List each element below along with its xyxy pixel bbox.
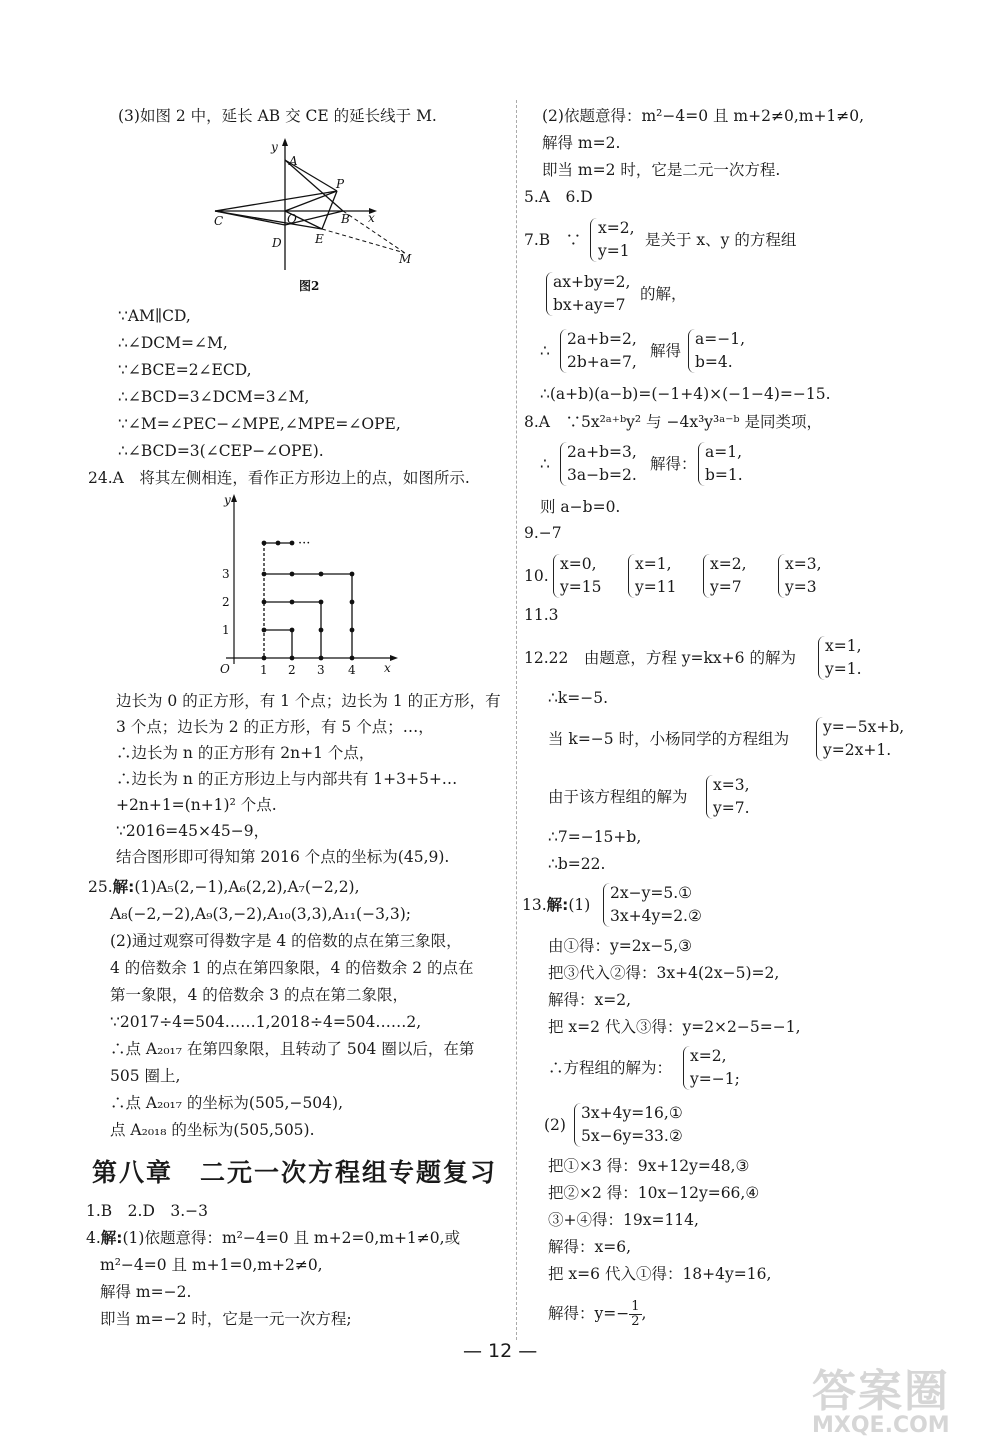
q13-sol-x: x=2, <box>690 1047 727 1065</box>
proof-line-5: ∵∠M=∠PEC−∠MPE,∠MPE=∠OPE, <box>118 415 401 433</box>
q25-number: 25. <box>88 878 113 896</box>
q7-sys4-eq1: a=−1, <box>695 330 746 348</box>
q10-sol1-y: y=15 <box>560 578 602 596</box>
q13-brace-3 <box>574 1103 581 1147</box>
q7-mid-text: 是关于 x、y 的方程组 <box>645 231 797 249</box>
q10-brace-1 <box>553 554 560 598</box>
q12-sys2-eq2: y=2x+1. <box>823 741 892 759</box>
q7-brace-3 <box>560 329 567 373</box>
fig2-label-O: O <box>287 212 297 226</box>
q8-sys2-eq2: b=1. <box>705 466 743 484</box>
fig2-label-P: P <box>336 177 345 191</box>
proof-line-2: ∴∠DCM=∠M, <box>118 334 228 352</box>
q4-header <box>86 1227 460 1249</box>
q10-number: 10. <box>524 567 549 585</box>
q13-sys1-eq2: 3x+4y=2.② <box>610 907 702 925</box>
watermark-url: MXQE.COM <box>812 1413 950 1438</box>
q24-line-3: ∴边长为 n 的正方形有 2n+1 个点， <box>116 744 375 762</box>
grid-xtick-4: 4 <box>348 663 356 677</box>
q13-line-6: 把②×2 得：10x−12y=66,④ <box>548 1184 760 1202</box>
q7-sys1-eq1: x=2, <box>598 219 635 237</box>
q4-first-line: (1)依题意得：m²−4=0 且 m+2=0,m+1≠0,或 <box>122 1229 461 1247</box>
q13-part1-label: (1) <box>568 896 591 914</box>
fig2-label-y: y <box>271 140 278 154</box>
q25-line-9: 点 A₂₀₁₈ 的坐标为(505,505). <box>110 1121 315 1139</box>
q24-line-6: ∵2016=45×45−9， <box>116 822 270 840</box>
watermark-logo <box>812 1355 992 1440</box>
grid-xtick-3: 3 <box>317 663 325 677</box>
grid-ytick-2: 2 <box>222 595 230 609</box>
fig2-label-A: A <box>289 154 298 168</box>
q1-3-answers: 1.B 2.D 3.−3 <box>86 1202 209 1220</box>
q12-line-4: 由于该方程组的解为 <box>548 788 688 806</box>
q12-sys3-eq1: x=3, <box>713 776 750 794</box>
q8-line-1: 8.A ∵5x²ᵃ⁺ᵇy² 与 −4x³y³ᵃ⁻ᵇ 是同类项， <box>524 413 823 431</box>
q25-line-5: ∵2017÷4=504……1,2018÷4=504……2, <box>110 1013 422 1031</box>
q7-result: ∴(a+b)(a−b)=(−1+4)×(−1−4)=−15. <box>540 385 831 403</box>
q25-first-line: (1)A₅(2,−1),A₆(2,2),A₇(−2,2), <box>134 878 360 896</box>
q13-line-4: 把 x=2 代入③得：y=2×2−5=−1, <box>548 1018 801 1036</box>
r-top-line-3: 即当 m=2 时，它是二元一次方程. <box>542 161 781 179</box>
proof-line-6: ∴∠BCD=3(∠CEP−∠OPE). <box>118 442 324 460</box>
q25-line-3: 4 的倍数余 1 的点在第四象限，4 的倍数余 2 的点在 <box>110 959 474 977</box>
q13-sol-y: y=−1; <box>690 1070 740 1088</box>
q7-sys4-eq2: b=4. <box>695 353 733 371</box>
q8-result: 则 a−b=0. <box>540 498 621 516</box>
chapter-title: 第八章 二元一次方程组专题复习 <box>92 1158 498 1187</box>
q25-jie: 解: <box>112 878 135 896</box>
q12-sys1-eq1: x=1, <box>825 637 862 655</box>
fig2-label-x: x <box>368 211 375 225</box>
q13-header <box>522 894 590 916</box>
grid-label-y: y <box>224 493 231 507</box>
q10-brace-4 <box>778 554 785 598</box>
q23-part3-intro: (3)如图 2 中，延长 AB 交 CE 的延长线于 M. <box>118 107 437 125</box>
q24-grid-figure <box>212 492 402 680</box>
q13-last-prefix: 解得：y=− <box>548 1304 630 1323</box>
q4-jie: 解: <box>100 1229 123 1247</box>
r-top-line-2: 解得 m=2. <box>542 134 621 152</box>
figure-2 <box>205 135 430 300</box>
q13-line-5: 把①×3 得：9x+12y=48,③ <box>548 1157 750 1175</box>
q24-text: 将其左侧相连，看作正方形边上的点，如图所示. <box>139 469 470 487</box>
q7-sys2-eq1: ax+by=2, <box>553 273 631 291</box>
q24-line-2: 3 个点；边长为 2 的正方形，有 5 个点；…， <box>116 718 434 736</box>
q13-part2-label: (2) <box>544 1116 566 1134</box>
q8-solve-label: 解得： <box>650 455 697 473</box>
q12-brace-2 <box>816 717 823 761</box>
q13-line-7: ③+④得：19x=114, <box>548 1211 699 1229</box>
q11-answer: 11.3 <box>524 606 559 624</box>
fraction-denominator: 2 <box>631 1314 640 1329</box>
q25-line-6: ∴点 A₂₀₁₇ 在第四象限，且转动了 504 圈以后，在第 <box>110 1040 475 1058</box>
q24-number: 24. <box>88 469 113 487</box>
q13-jie: 解: <box>546 896 569 914</box>
q13-line-3: 解得：x=2, <box>548 991 632 1009</box>
q7-sys3-eq1: 2a+b=2, <box>567 330 637 348</box>
q8-sys1-eq1: 2a+b=3, <box>567 443 637 461</box>
r-top-line-1: (2)依题意得：m²−4=0 且 m+2≠0,m+1≠0, <box>542 107 865 125</box>
q24-line-4: ∴边长为 n 的正方形边上与内部共有 1+3+5+… <box>116 770 458 788</box>
q7-sys3-eq2: 2b+a=7, <box>567 353 637 371</box>
q8-sys2-eq1: a=1, <box>705 443 743 461</box>
proof-line-4: ∴∠BCD=3∠DCM=3∠M, <box>118 388 310 406</box>
q24-answer: A <box>112 469 124 487</box>
q25-line-4: 第一象限，4 的倍数余 3 的点在第二象限， <box>110 986 409 1004</box>
q13-last-line <box>548 1300 646 1329</box>
q7-brace-1 <box>590 218 597 262</box>
q12-line-1: 12.22 由题意，方程 y=kx+6 的解为 <box>524 649 796 667</box>
q13-last-suffix: , <box>641 1304 647 1323</box>
q5-6-answers: 5.A 6.D <box>524 188 593 206</box>
column-divider <box>516 100 517 1340</box>
q7-after-text: 的解， <box>640 285 687 303</box>
grid-xtick-1: 1 <box>260 663 268 677</box>
q7-sys2-eq2: bx+ay=7 <box>553 296 626 314</box>
q7-sys1-eq2: y=1 <box>598 242 630 260</box>
q10-sol2-y: y=11 <box>635 578 677 596</box>
grid-label-origin: O <box>220 662 230 676</box>
q13-line-8: 解得：x=6, <box>548 1238 632 1256</box>
q25-line-7: 505 圈上, <box>110 1067 181 1085</box>
q13-fraction <box>629 1300 641 1329</box>
grid-ytick-3: 3 <box>222 567 230 581</box>
q24-line-5: +2n+1=(n+1)² 个点. <box>116 796 277 814</box>
fig2-caption: 图2 <box>299 279 320 293</box>
q25-line-2: (2)通过观察可得数字是 4 的倍数的点在第三象限， <box>110 932 462 950</box>
q8-brace-2 <box>698 442 705 486</box>
q10-sol3-y: y=7 <box>710 578 742 596</box>
q13-solution-label: ∴方程组的解为： <box>548 1059 673 1077</box>
q7-brace-2 <box>546 272 553 316</box>
fig2-label-E: E <box>315 232 324 246</box>
q10-brace-2 <box>628 554 635 598</box>
page-number: — 12 — <box>463 1340 538 1362</box>
q10-sol3-x: x=2, <box>710 555 747 573</box>
q24-line-7: 结合图形即可得知第 2016 个点的坐标为(45,9). <box>116 848 450 866</box>
fraction-numerator: 1 <box>631 1299 640 1314</box>
q10-sol2-x: x=1, <box>635 555 672 573</box>
q12-line-6: ∴b=22. <box>548 855 606 873</box>
q24-line-1: 边长为 0 的正方形，有 1 个点；边长为 1 的正方形，有 <box>116 692 501 710</box>
q8-brace-1 <box>560 442 567 486</box>
q10-sol4-y: y=3 <box>785 578 817 596</box>
q4-line-3: 即当 m=−2 时，它是一元一次方程; <box>100 1310 352 1328</box>
q12-sys1-eq2: y=1. <box>825 660 862 678</box>
q25-line-8: ∴点 A₂₀₁₇ 的坐标为(505,−504), <box>110 1094 344 1112</box>
q4-number: 4. <box>86 1229 101 1247</box>
fig2-label-C: C <box>214 214 224 228</box>
q13-sys2-eq1: 3x+4y=16,① <box>581 1104 683 1122</box>
q12-brace-3 <box>706 775 713 819</box>
watermark-text: 答案圈 <box>812 1366 950 1417</box>
q12-line-5: ∴7=−15+b, <box>548 828 642 846</box>
q10-sol4-x: x=3, <box>785 555 822 573</box>
q9-answer: 9.−7 <box>524 524 562 542</box>
grid-label-x: x <box>384 661 391 675</box>
q13-sys1-eq1: 2x−y=5.① <box>610 884 693 902</box>
q13-brace-2 <box>683 1046 690 1090</box>
q13-line-9: 把 x=6 代入①得：18+4y=16, <box>548 1265 772 1283</box>
fig2-label-D: D <box>272 236 282 250</box>
q12-brace-1 <box>818 636 825 680</box>
q4-line-1: m²−4=0 且 m+1=0,m+2≠0, <box>100 1256 323 1274</box>
q8-sys1-eq2: 3a−b=2. <box>567 466 637 484</box>
q8-therefore: ∴ <box>540 455 550 473</box>
q25-line-1: A₈(−2,−2),A₉(3,−2),A₁₀(3,3),A₁₁(−3,3); <box>110 905 411 923</box>
fig2-label-M: M <box>399 252 412 266</box>
grid-continuation-dots: ··· <box>298 536 311 551</box>
q13-line-2: 把③代入②得：3x+4(2x−5)=2, <box>548 964 780 982</box>
grid-ytick-1: 1 <box>222 623 230 637</box>
q7-prefix: 7.B ∵ <box>524 231 582 249</box>
q12-line-3: 当 k=−5 时，小杨同学的方程组为 <box>548 730 790 748</box>
q13-brace-1 <box>603 883 610 927</box>
q10-brace-3 <box>703 554 710 598</box>
q13-number: 13. <box>522 896 547 914</box>
q24-header <box>88 467 470 489</box>
q12-k-value: ∴k=−5. <box>548 689 609 707</box>
proof-line-3: ∵∠BCE=2∠ECD, <box>118 361 252 379</box>
q7-brace-4 <box>688 329 695 373</box>
q10-sol1-x: x=0, <box>560 555 597 573</box>
fig2-label-B: B <box>341 212 350 226</box>
q4-line-2: 解得 m=−2. <box>100 1283 192 1301</box>
q13-sys2-eq2: 5x−6y=33.② <box>581 1127 683 1145</box>
q12-sys2-eq1: y=−5x+b, <box>823 718 905 736</box>
q12-sys3-eq2: y=7. <box>713 799 750 817</box>
q7-therefore: ∴ <box>540 342 550 360</box>
q13-line-1: 由①得：y=2x−5,③ <box>548 937 693 955</box>
proof-line-1: ∵AM∥CD, <box>118 307 191 325</box>
grid-xtick-2: 2 <box>288 663 296 677</box>
q25-header <box>88 876 360 898</box>
q7-solve-label: 解得 <box>650 342 682 360</box>
